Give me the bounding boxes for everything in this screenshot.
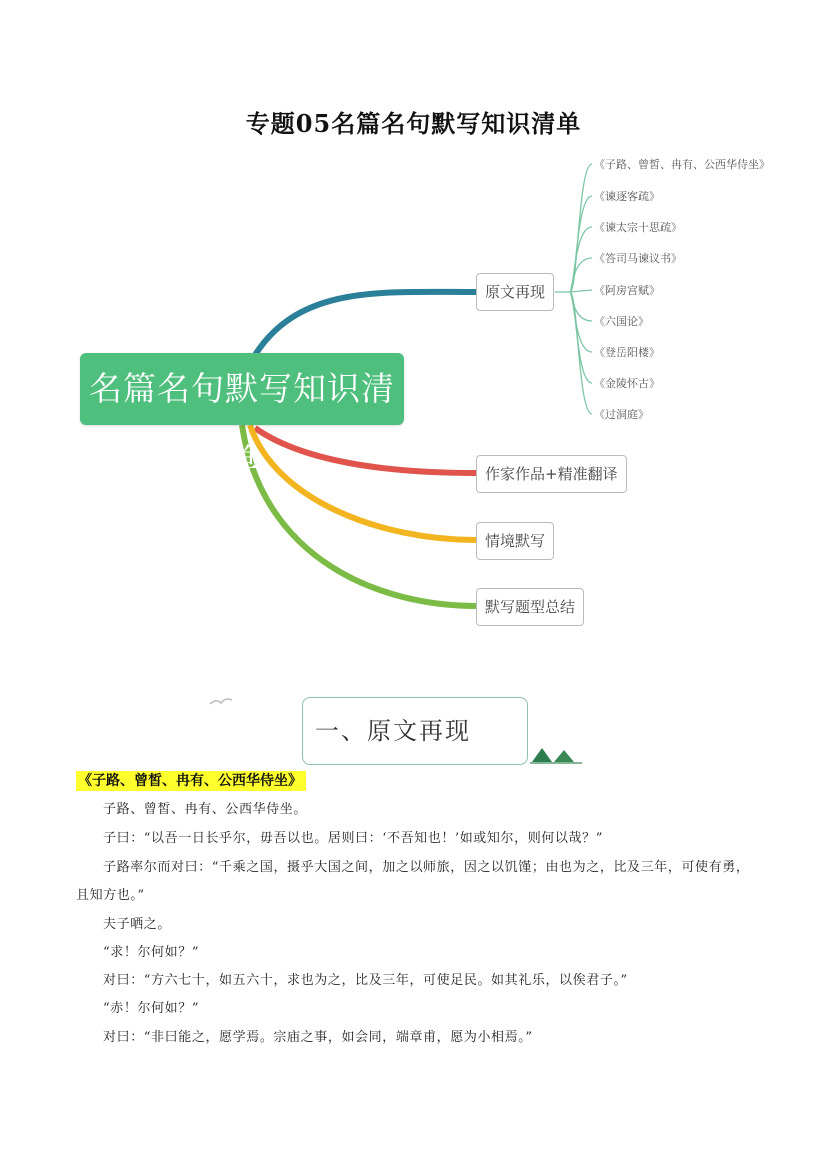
poem-paragraph: “求！尔何如？”	[103, 945, 200, 960]
bird-decoration-icon	[208, 694, 234, 708]
branch-connector-author-works	[255, 428, 476, 473]
pine-tree-icon	[528, 744, 584, 768]
leaf-yueyanglou: 《登岳阳楼》	[594, 346, 660, 359]
leaf-connectors	[555, 164, 592, 414]
branch-original-text: 原文再现	[476, 273, 554, 311]
leaf-jianzhuke: 《谏逐客疏》	[594, 190, 660, 203]
leaf-jiantaizong: 《谏太宗十思疏》	[594, 221, 682, 234]
branch-connector-original-text	[255, 292, 476, 355]
leaf-zilu: 《子路、曾皙、冉有、公西华侍坐》	[594, 158, 770, 171]
leaf-dasima: 《答司马谏议书》	[594, 252, 682, 265]
branch-question-types: 默写题型总结	[476, 588, 584, 626]
section-title-box: 一、原文再现	[302, 697, 528, 765]
poem-paragraph: 夫子哂之。	[103, 917, 172, 932]
mind-map	[0, 140, 827, 660]
branch-connector-question-types	[242, 425, 476, 606]
branch-author-works: 作家作品+精准翻译	[476, 455, 627, 493]
poem-heading: 《子路、曾皙、冉有、公西华侍坐》	[76, 771, 306, 791]
leaf-dongting: 《过洞庭》	[594, 408, 649, 421]
branch-context-dictation: 情境默写	[476, 522, 554, 560]
poem-paragraph: “赤！尔何如？”	[103, 1001, 200, 1016]
leaf-jinling: 《金陵怀古》	[594, 377, 660, 390]
poem-paragraph: 对曰：“非曰能之，愿学焉。宗庙之事，如会同，端章甫，愿为小相焉。”	[103, 1030, 533, 1045]
leaf-liuguolun: 《六国论》	[594, 315, 649, 328]
poem-paragraph: 子路、曾皙、冉有、公西华侍坐。	[103, 802, 308, 817]
leaf-afanggong: 《阿房宫赋》	[594, 284, 660, 297]
poem-paragraph: 子路率尔而对曰：“千乘之国，摄乎大国之间，加之以师旅，因之以饥馑；由也为之，比及三年，可使有勇，且知方也。”	[76, 860, 750, 903]
poem-paragraph: 子曰：“以吾一日长乎尔，毋吾以也。居则曰：‘不吾知也！’如或知尔，则何以哉？”	[103, 831, 603, 846]
mind-map-root: 名篇名句默写知识清单	[80, 353, 404, 425]
poem-paragraph: 对曰：“方六七十，如五六十，求也为之，比及三年，可使足民。如其礼乐，以俟君子。”	[103, 973, 628, 988]
document-title: 专题05名篇名句默写知识清单	[245, 109, 582, 138]
